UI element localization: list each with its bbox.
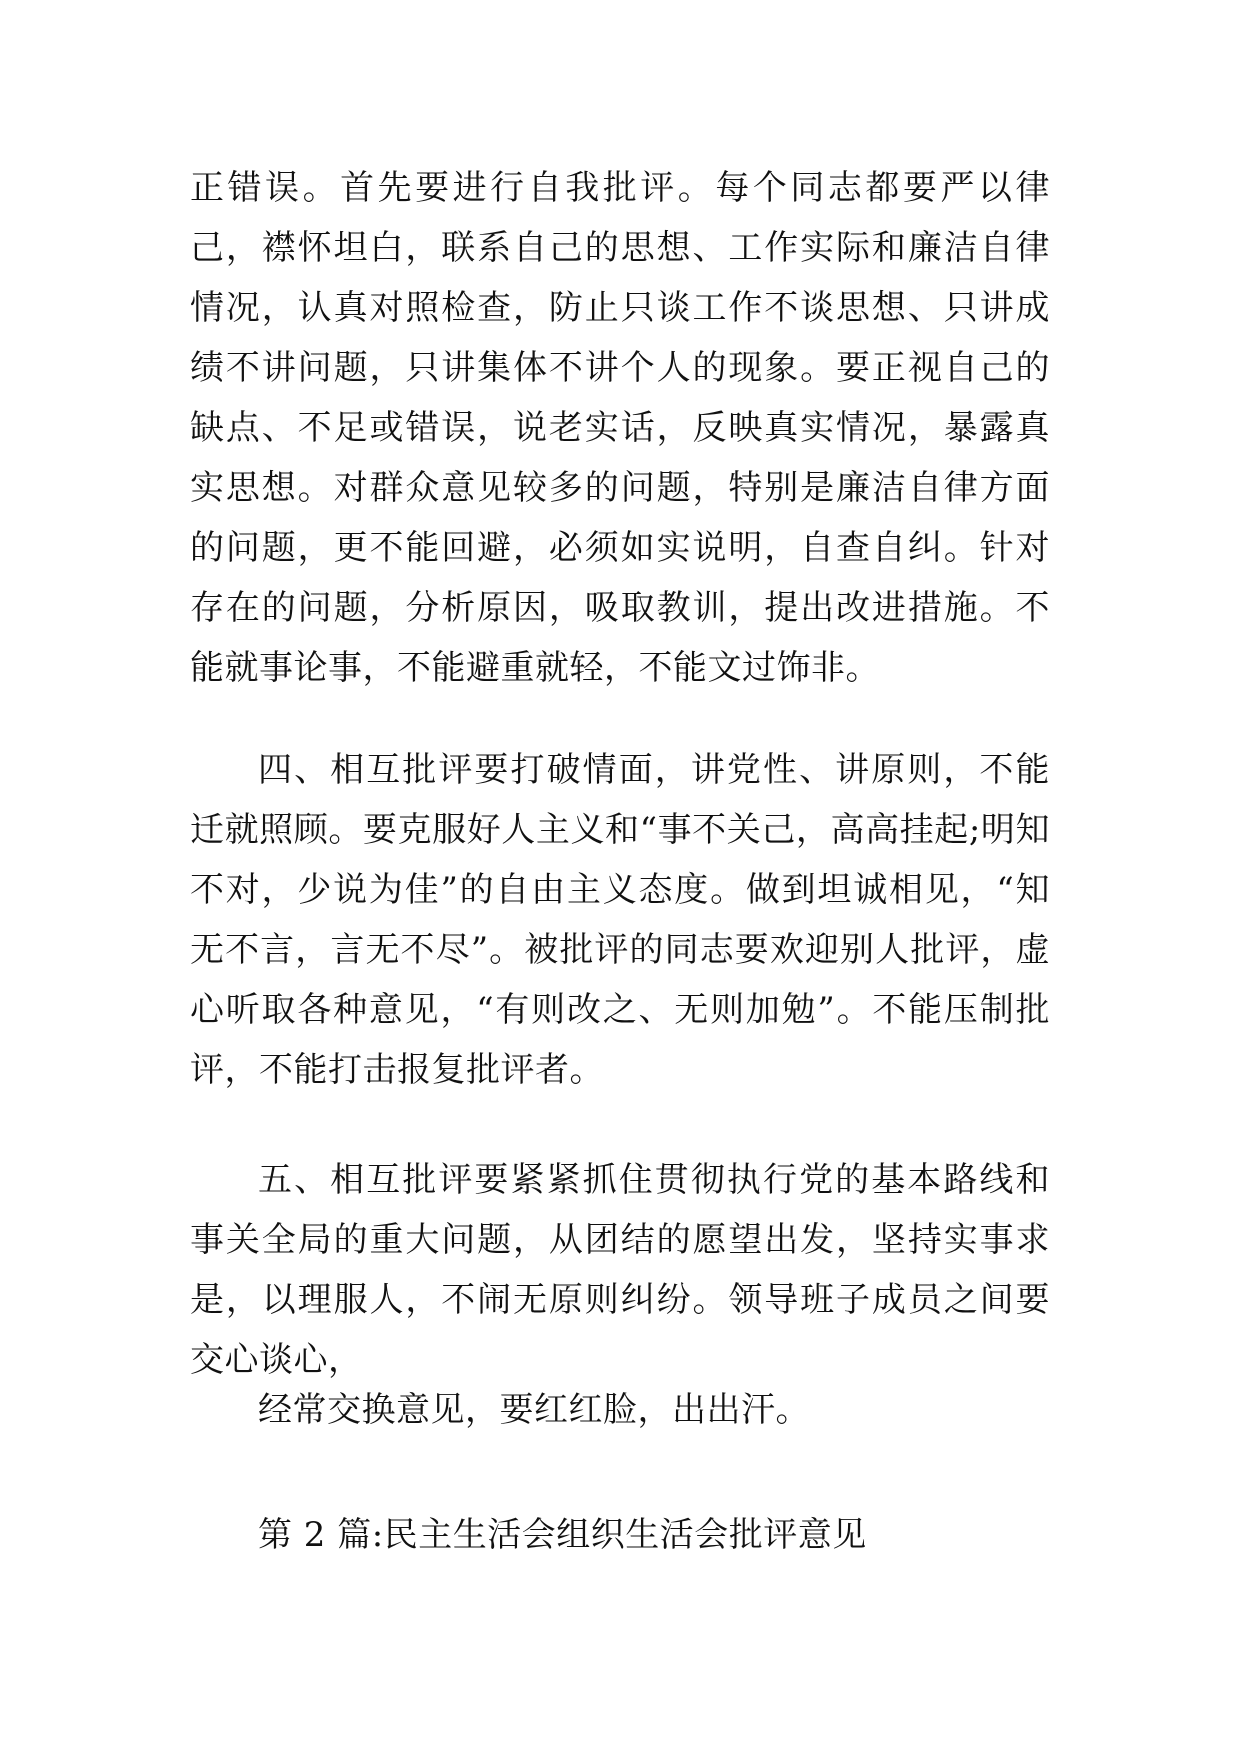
section-heading: 第 2 篇:民主生活会组织生活会批评意见: [258, 1515, 867, 1555]
paragraph-section-four: 四、相互批评要打破情面，讲党性、讲原则，不能迁就照顾。要克服好人主义和“事不关己，高高挂起;明知不对，少说为佳”的自由主义态度。做到坦诚相见，“知无不言，言无不尽”。被批评的同志要欢迎别人批评，虚心听取各种意见，“有则改之、无则加勉”。不能压制批评，不能打击报复批评者。: [190, 750, 1050, 1090]
paragraph-continuation: 经常交换意见，要红红脸，出出汗。: [258, 1390, 810, 1430]
paragraph-section-five: 五、相互批评要紧紧抓住贯彻执行党的基本路线和事关全局的重大问题，从团结的愿望出发，坚持实事求是，以理服人，不闹无原则纠纷。领导班子成员之间要交心谈心，: [190, 1160, 1050, 1380]
paragraph-self-criticism: 正错误。首先要进行自我批评。每个同志都要严以律己，襟怀坦白，联系自己的思想、工作实际和廉洁自律情况，认真对照检查，防止只谈工作不谈思想、只讲成绩不讲问题，只讲集体不讲个人的现象。要正视自己的缺点、不足或错误，说老实话，反映真实情况，暴露真实思想。对群众意见较多的问题，特别是廉洁自律方面的问题，更不能回避，必须如实说明，自查自纠。针对存在的问题，分析原因，吸取教训，提出改进措施。不能就事论事，不能避重就轻，不能文过饰非。: [190, 168, 1050, 688]
